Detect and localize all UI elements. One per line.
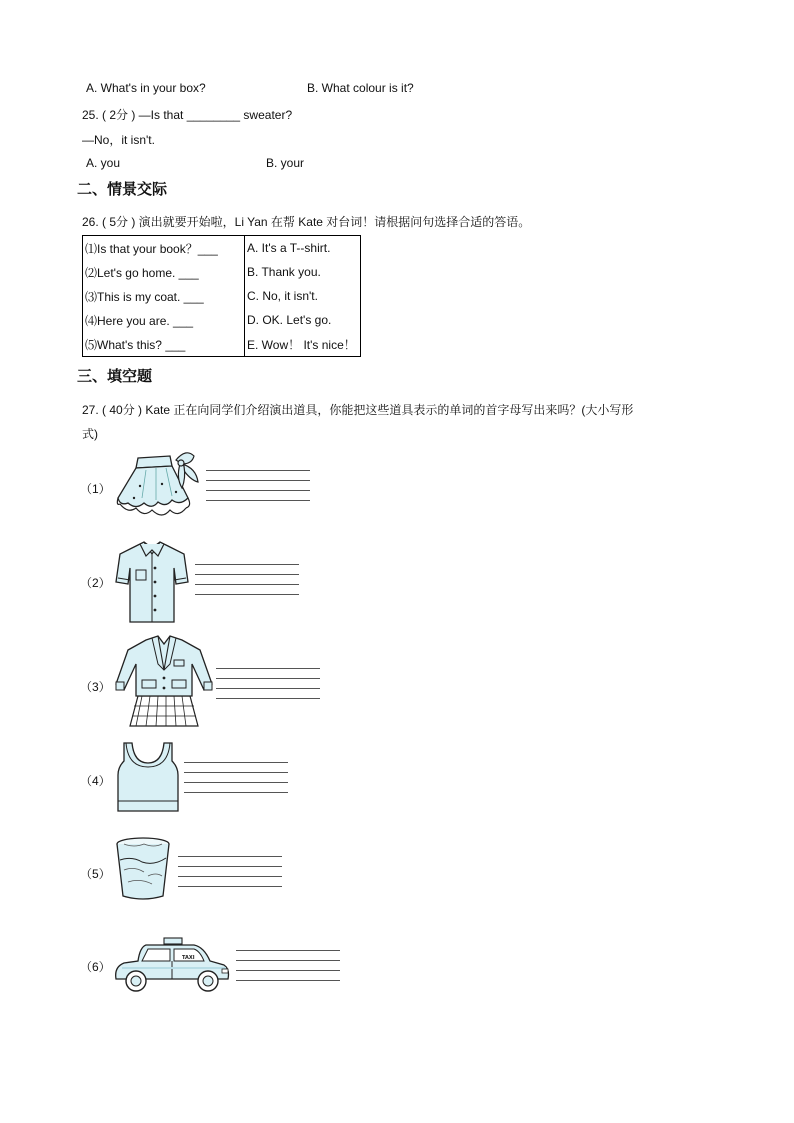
- table-row: [83, 308, 361, 332]
- item-label-3: （3）: [80, 680, 111, 694]
- item-label-6: （6）: [80, 960, 111, 974]
- table-row: [83, 284, 361, 308]
- item-label-2: （2）: [80, 576, 111, 590]
- answer-lines-4[interactable]: [184, 762, 288, 802]
- item-label-1: （1）: [80, 482, 111, 496]
- question-cell: ⑸What's this? ___: [83, 332, 245, 357]
- answer-lines-6[interactable]: [236, 950, 340, 990]
- q25-option-a: A. you: [86, 156, 121, 170]
- question-cell: ⑴Is that your book？___: [83, 236, 245, 261]
- q25-stem: 25. ( 2分 ) —Is that ________ sweater?: [82, 108, 293, 122]
- table-row: [83, 236, 361, 261]
- table-row: [83, 260, 361, 284]
- answer-lines-2[interactable]: [195, 564, 299, 604]
- item-label-5: （5）: [80, 867, 111, 881]
- answer-cell: A. It's a T--shirt.: [245, 236, 361, 261]
- taxi-icon: [112, 935, 232, 993]
- school-uniform-icon: [112, 634, 214, 730]
- item-label-4: （4）: [80, 774, 111, 788]
- question-cell: ⑷Here you are. ___: [83, 308, 245, 332]
- q24-option-a: A. What's in your box?: [86, 81, 206, 95]
- q25-option-b: B. your: [266, 156, 305, 170]
- water-glass-icon: [114, 836, 172, 902]
- answer-cell: D. OK. Let's go.: [245, 308, 361, 332]
- q26-question: 26. ( 5分 ) 演出就要开始啦，Li Yan 在帮 Kate 对台词！请根据问句选择合适的答语。: [82, 215, 531, 229]
- question-cell: ⑵Let's go home. ___: [83, 260, 245, 284]
- q26-matching-table: [82, 235, 361, 357]
- taxi-sign-text: TAXI: [182, 955, 195, 961]
- answer-cell: E. Wow！ It's nice！: [245, 332, 361, 357]
- section-title-3: 三、填空题: [77, 367, 153, 385]
- skirt-icon: [116, 448, 202, 524]
- answer-cell: B. Thank you.: [245, 260, 361, 284]
- shirt-icon: [114, 538, 190, 626]
- q24-option-b: B. What colour is it?: [307, 81, 414, 95]
- answer-lines-3[interactable]: [216, 668, 320, 708]
- q25-answer-line: —No，it isn't.: [82, 133, 155, 147]
- q27-question-line1: 27. ( 40分 ) Kate 正在向同学们介绍演出道具，你能把这些道具表示的单词的首字母写出来吗？(大小写形: [82, 403, 634, 417]
- question-cell: ⑶This is my coat. ___: [83, 284, 245, 308]
- answer-lines-5[interactable]: [178, 856, 282, 896]
- answer-cell: C. No, it isn't.: [245, 284, 361, 308]
- vest-icon: [116, 741, 180, 813]
- q27-question-line2: 式): [82, 427, 98, 441]
- answer-lines-1[interactable]: [206, 470, 310, 510]
- section-title-2: 二、情景交际: [77, 180, 168, 198]
- table-row: [83, 332, 361, 357]
